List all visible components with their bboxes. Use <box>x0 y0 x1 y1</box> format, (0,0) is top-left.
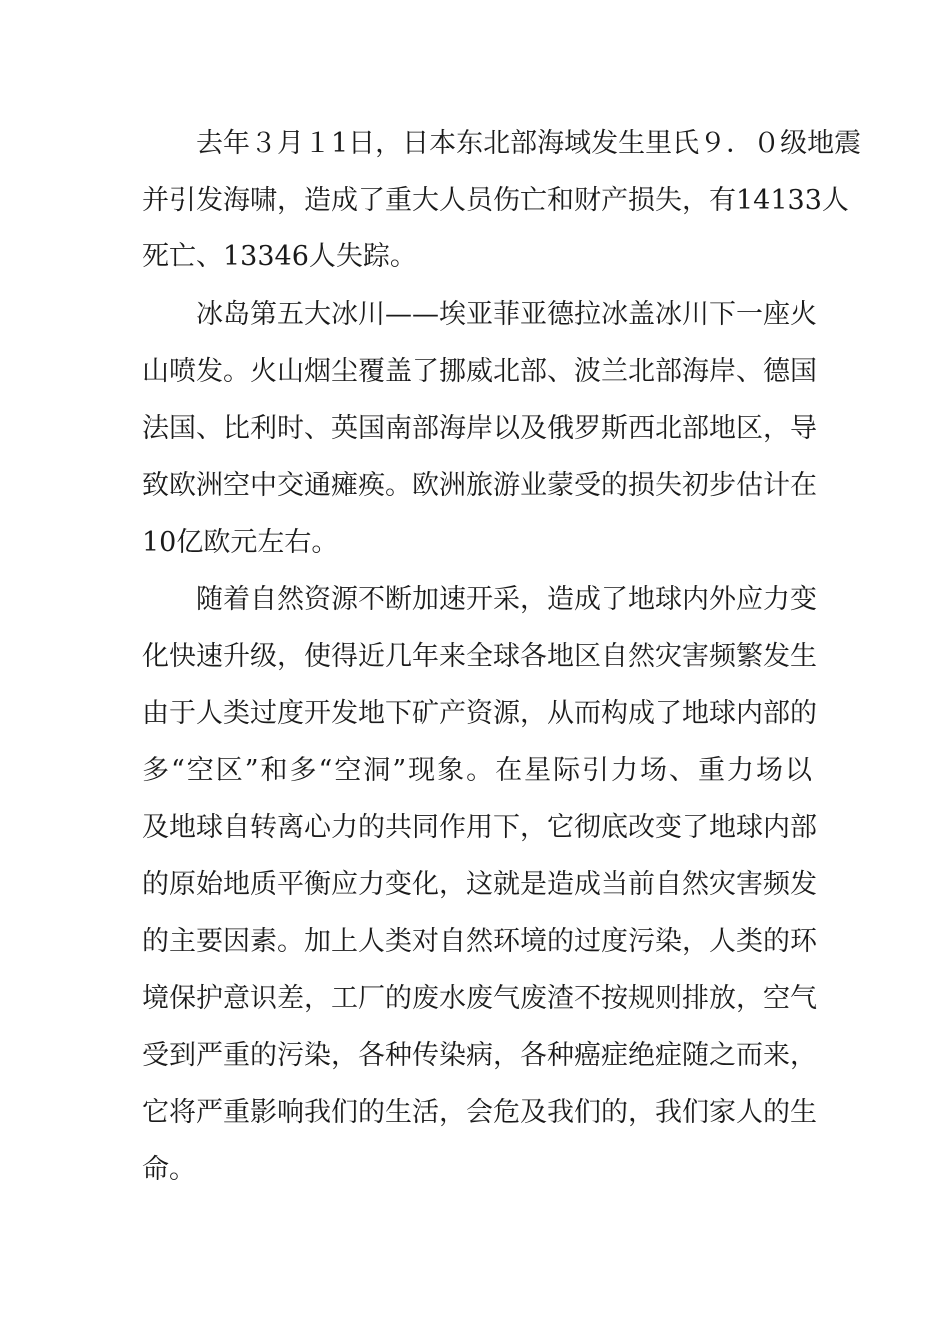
text-line: 致欧洲空中交通瘫痪。欧洲旅游业蒙受的损失初步估计在 <box>142 470 817 501</box>
text-line: 山喷发。火山烟尘覆盖了挪威北部、波兰北部海岸、德国 <box>142 356 817 387</box>
text-line: 多“空区”和多“空洞”现象。在星际引力场、重力场以 <box>142 755 812 786</box>
text-line: 的主要因素。加上人类对自然环境的过度污染，人类的环 <box>142 926 817 957</box>
text-line: 受到严重的污染，各种传染病，各种癌症绝症随之而来， <box>142 1040 817 1071</box>
text-line: 境保护意识差，工厂的废水废气废渣不按规则排放，空气 <box>142 983 817 1014</box>
text-line: 它将严重影响我们的生活，会危及我们的，我们家人的生 <box>142 1097 817 1128</box>
text-line: 由于人类过度开发地下矿产资源，从而构成了地球内部的 <box>142 698 817 729</box>
text-line: 的原始地质平衡应力变化，这就是造成当前自然灾害频发 <box>142 869 817 900</box>
text-line: 死亡、13346人失踪。 <box>142 241 417 272</box>
text-line: 法国、比利时、英国南部海岸以及俄罗斯西北部地区，导 <box>142 413 817 444</box>
text-line: 并引发海啸，造成了重大人员伤亡和财产损失，有14133人 <box>142 185 849 216</box>
text-line: 冰岛第五大冰川——埃亚菲亚德拉冰盖冰川下一座火 <box>196 299 817 330</box>
text-line: 去年３月１1日，日本东北部海域发生里氏９．０级地震 <box>196 128 862 159</box>
text-line: 及地球自转离心力的共同作用下，它彻底改变了地球内部 <box>142 812 817 843</box>
text-line: 化快速升级，使得近几年来全球各地区自然灾害频繁发生 <box>142 641 817 672</box>
text-line: 命。 <box>142 1154 196 1185</box>
text-line: 10亿欧元左右。 <box>142 527 339 558</box>
text-line: 随着自然资源不断加速开采，造成了地球内外应力变 <box>196 584 817 615</box>
